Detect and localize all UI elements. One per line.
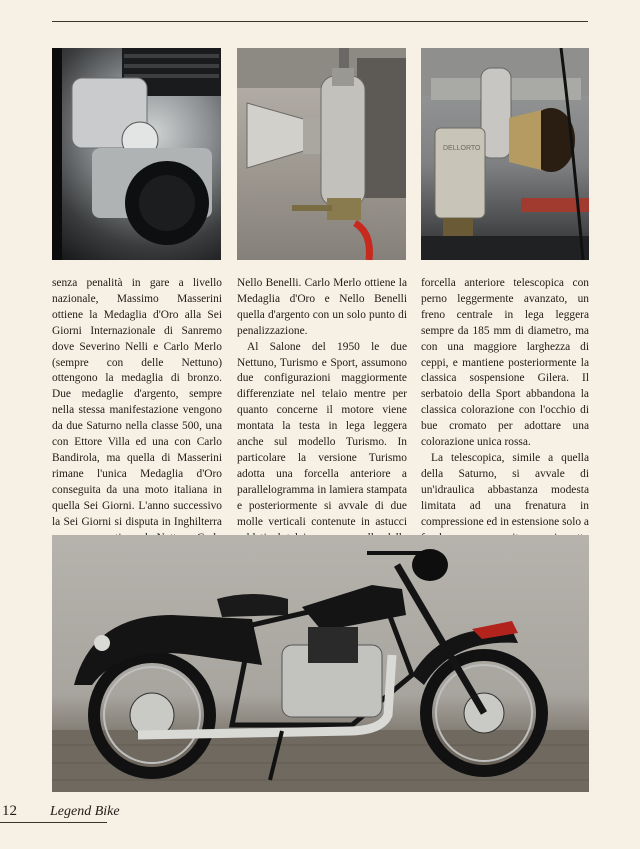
text-column-2 — [237, 276, 407, 562]
svg-text:DELLORTO: DELLORTO — [443, 145, 481, 152]
carburetor-photo — [237, 48, 406, 260]
text-column-1 — [52, 276, 222, 562]
body-paragraph: forcella anteriore telescopica con perno leggermente avanzato, un freno centrale in lega leggera sempre da 185 mm di diametro, ma con una maggiore larghezza di ceppi, e mantiene posteriormente la classica sospensione Gilera. Il serbatoio della Sport abbandona la classica colorazione con l'occhio di bue cromato per adottare una colorazione unica rossa. — [421, 277, 589, 449]
header-rule — [52, 21, 588, 22]
body-paragraph: La telescopica, simile a quella della Saturno, si avvale di un'idraulica abbastanza modesta limitata ad una frenatura in compressione ed in estensione solo a — [421, 451, 589, 528]
page-number: 12 — [2, 803, 17, 819]
motorcycle-side-view-photo — [52, 535, 589, 792]
body-paragraph: senza penalità in gare a livello nazionale, Massimo Masserini ottiene la Medaglia d'Oro alla Sei Giorni Internazionale di Sanremo dove Severino Nelli e Carlo Merlo (sempre con delle Nettuno) ottengono la medaglia di bronzo. Due medaglie d'argento, sempre nella stessa manifestazione vengono da due Saturno nella classe 500, una con Ettore Villa ed una con Carlo Bandirola, ma quella di Masserini rimane l'unica Medaglia d'Oro conseguita da una moto italiana in quella Sei Giorni. L'anno successivo la Sei Giorni si disputa in Inghilterra — [52, 277, 222, 528]
body-paragraph: Nello Benelli. Carlo Merlo ottiene la Medaglia d'Oro e Nello Benelli quella d'argento con un solo punto di penalizzazione. — [237, 277, 407, 337]
publication-name: Legend Bike — [50, 804, 120, 819]
body-paragraph: Al Salone del 1950 le due Nettuno, Turismo e Sport, assumono due configurazioni maggiormente differenziate nel telaio mentre per quanto concerne il motore viene montata la testa in lega leggera anche sul modello Turismo. In particolare la versione Turismo adotta una forcella anteriore a parallelogramma in lamiera stampata e posteriormente si avvale di due molle verticali contenute in astucci — [237, 340, 407, 528]
footer-rule — [0, 822, 107, 823]
text-column-3 — [421, 276, 589, 578]
engine-detail-photo — [52, 48, 221, 260]
dellorto-carburetor-photo — [421, 48, 589, 260]
